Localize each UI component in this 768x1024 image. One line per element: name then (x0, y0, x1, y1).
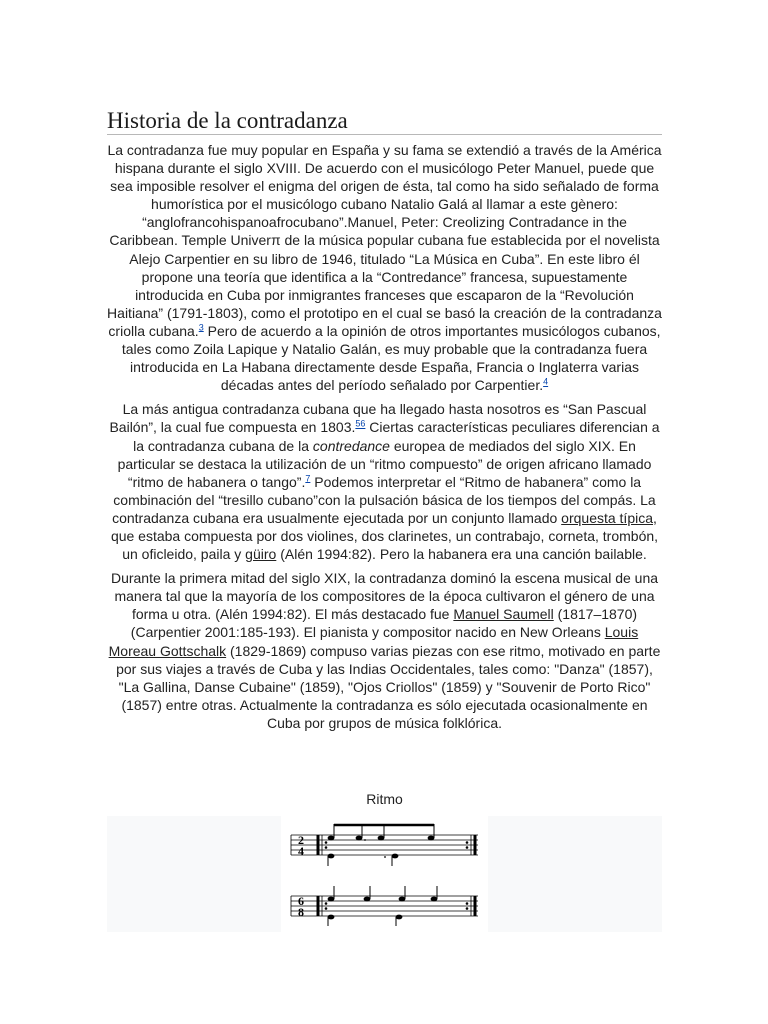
footnote-ref-56[interactable]: 56 (355, 418, 366, 429)
article-body (107, 141, 662, 738)
paragraph-2 (107, 400, 662, 563)
link-louis-moreau-gottschalk[interactable]: Louis Moreau Gottschalk (108, 624, 639, 659)
time-signature-bottom-1: 4 (298, 844, 304, 858)
time-signature-top-2: 6 (298, 894, 304, 908)
paragraph-2-text-e: , que estaba compuesta por dos violines, dos clarinetes, un contrabajo, corneta, trombón, un oficleido, paila y (110, 509, 659, 563)
link-orquesta-tipica[interactable]: orquesta típica (561, 509, 654, 526)
rhythm-score-image[interactable] (281, 816, 488, 932)
footnote-ref-3[interactable]: 3 (198, 322, 204, 333)
section-heading: Historia de la contradanza (107, 108, 348, 133)
paragraph-3-text-c: (1829-1869) compuso varias piezas con ese ritmo, motivado en parte por sus viajes a través de Cuba y las Indias Occidentales, tales como: "Danza" (1857), "La Gallina, Danse Cubaine" (1859), "Ojos Criollos" (1859) y "Souvenir de Porto Rico" (1857) entre otras. Actualmente la contradanza es sólo ejecutada ocasionalmente en Cuba por grupos de música folklórica. (116, 642, 661, 731)
paragraph-2-text-d: Podemos interpretar el “Ritmo de habanera” como la combinación del “tresillo cubano”con la pulsación básica de los tiempos del compás. La contradanza cubana era usualmente ejecutada por un conjunto llamado (112, 473, 656, 526)
contredance-emphasis: contredance (312, 437, 390, 454)
paragraph-3-text-b: (1817–1870) (Carpentier 2001:185-193). El pianista y compositor nacido en New Orleans (130, 606, 638, 641)
time-signature-top-1: 2 (298, 833, 304, 847)
paragraph-2-text-f: (Alén 1994:82). Pero la habanera era una canción bailable. (276, 546, 647, 563)
paragraph-2-text-c: europea de mediados del siglo XIX. En particular se destaca la utilización de un “ritmo compuesto” de origen africano llamado “ritmo de habanera o tango”. (117, 437, 652, 490)
music-notation-graphic (281, 816, 488, 932)
link-manuel-saumell[interactable]: Manuel Saumell (453, 606, 554, 623)
paragraph-3-text-a: Durante la primera mitad del siglo XIX, la contradanza dominó la escena musical de una manera tal que la mayoría de los compositores de la época cultivaron el género de una forma u otra. (Alén 1994:82). El más destacado fue (110, 570, 659, 623)
heading-underline (107, 134, 662, 135)
footnote-ref-7[interactable]: 7 (305, 473, 311, 484)
paragraph-1-text-a: La contradanza fue muy popular en España y su fama se extendió a través de la América hispana durante el siglo XVIII. De acuerdo con el musicólogo Peter Manuel, puede que sea imposible resolver el enigma del origen de ésta, tal como ha sido señalado de forma humorística por el musicólogo cubano Natalio Galá al llamar a este gènero: “anglofrancohispanoafrocubano”.Manuel, Peter: Creolizing Contradance in the Caribbean. Temple Univerπ de la música popular cubana fue establecida por el novelista Alejo Carpentier en su libro de 1946, titulado “La Música en Cuba”. En este libro él propone una teoría que identifica a la “Contredance” francesa, supuestamente introducida en Cuba por inmigrantes franceses que escaparon de la “Revolución Haitiana” (1791-1803), como el prototipo en el cual se basó la creación de la contradanza criolla cubana. (107, 142, 662, 339)
figure-caption: Ritmo (366, 791, 403, 807)
time-signature-bottom-2: 8 (298, 905, 304, 919)
paragraph-2-text-a: La más antigua contradanza cubana que ha llegado hasta nosotros es “San Pascual Bailón”, la cual fue compuesta en 1803. (109, 401, 647, 436)
link-guiro[interactable]: güiro (245, 546, 277, 563)
footnote-ref-4[interactable]: 4 (543, 376, 549, 387)
paragraph-3 (107, 569, 662, 732)
paragraph-2-text-b: Ciertas características peculiares diferencian a la contradanza cubana de la (133, 419, 660, 454)
paragraph-1-text-b: Pero de acuerdo a la opinión de otros importantes musicólogos cubanos, tales como Zoila Lapique y Natalio Galán, es muy probable que la contradanza fuera introducida en La Habana directamente desde España, Francia o Inglaterra varias décadas antes del período señalado por Carpentier. (121, 322, 661, 394)
paragraph-1 (107, 141, 662, 394)
